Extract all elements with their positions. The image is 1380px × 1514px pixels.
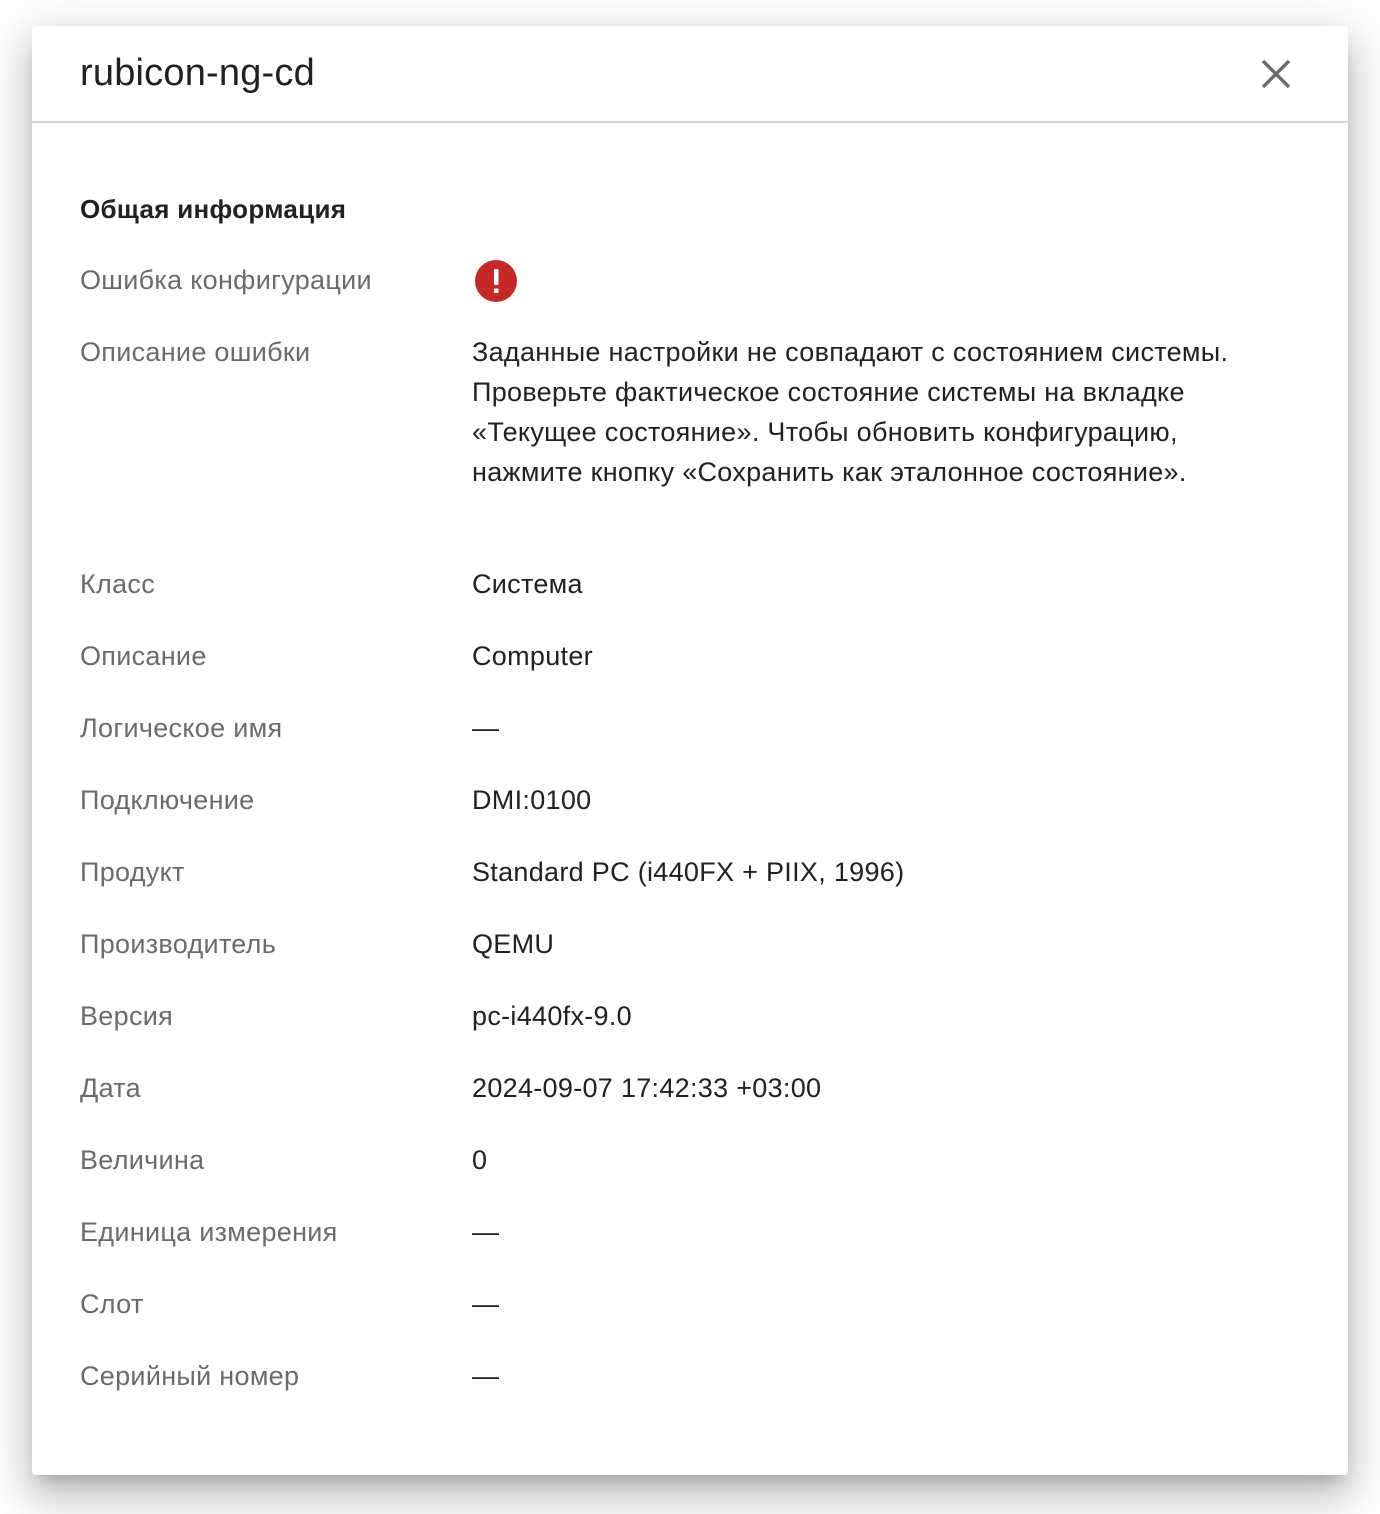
- details-dialog: [32, 26, 1348, 1475]
- connection-label: Подключение: [80, 785, 255, 815]
- description-value: Computer: [472, 641, 593, 671]
- dialog-title: rubicon-ng-cd: [80, 52, 315, 94]
- error-description-value: Заданные настройки не совпадают с состоянием системы. Проверьте фактическое состояние системы на вкладке «Текущее состояние». Чтобы обновить конфигурацию, нажмите кнопку «Сохранить как эталонное состояние».: [472, 337, 1229, 487]
- serial-label: Серийный номер: [80, 1361, 300, 1391]
- version-value: pc-i440fx-9.0: [472, 1001, 632, 1031]
- product-value: Standard PC (i440FX + PIIX, 1996): [472, 857, 905, 887]
- class-label: Класс: [80, 569, 155, 599]
- logical-name-label: Логическое имя: [80, 713, 283, 743]
- logical-name-value: —: [472, 713, 500, 743]
- close-icon: [1261, 59, 1291, 89]
- error-description-label: Описание ошибки: [80, 337, 311, 367]
- size-value: 0: [472, 1145, 488, 1175]
- section-title-general-info: Общая информация: [80, 194, 347, 224]
- connection-value: DMI:0100: [472, 785, 592, 815]
- version-label: Версия: [80, 1001, 174, 1031]
- vendor-label: Производитель: [80, 929, 277, 959]
- product-label: Продукт: [80, 857, 185, 887]
- slot-value: —: [472, 1289, 500, 1319]
- config-error-label: Ошибка конфигурации: [80, 265, 372, 295]
- error-exclamation-icon: [475, 260, 517, 302]
- size-label: Величина: [80, 1145, 205, 1175]
- date-value: 2024-09-07 17:42:33 +03:00: [472, 1073, 822, 1103]
- unit-label: Единица измерения: [80, 1217, 338, 1247]
- description-label: Описание: [80, 641, 207, 671]
- vendor-value: QEMU: [472, 929, 555, 959]
- date-label: Дата: [80, 1073, 141, 1103]
- slot-label: Слот: [80, 1289, 144, 1319]
- serial-value: —: [472, 1361, 500, 1391]
- dialog-header: [32, 26, 1348, 123]
- unit-value: —: [472, 1217, 500, 1247]
- class-value: Система: [472, 569, 583, 599]
- close-button[interactable]: [1252, 50, 1300, 98]
